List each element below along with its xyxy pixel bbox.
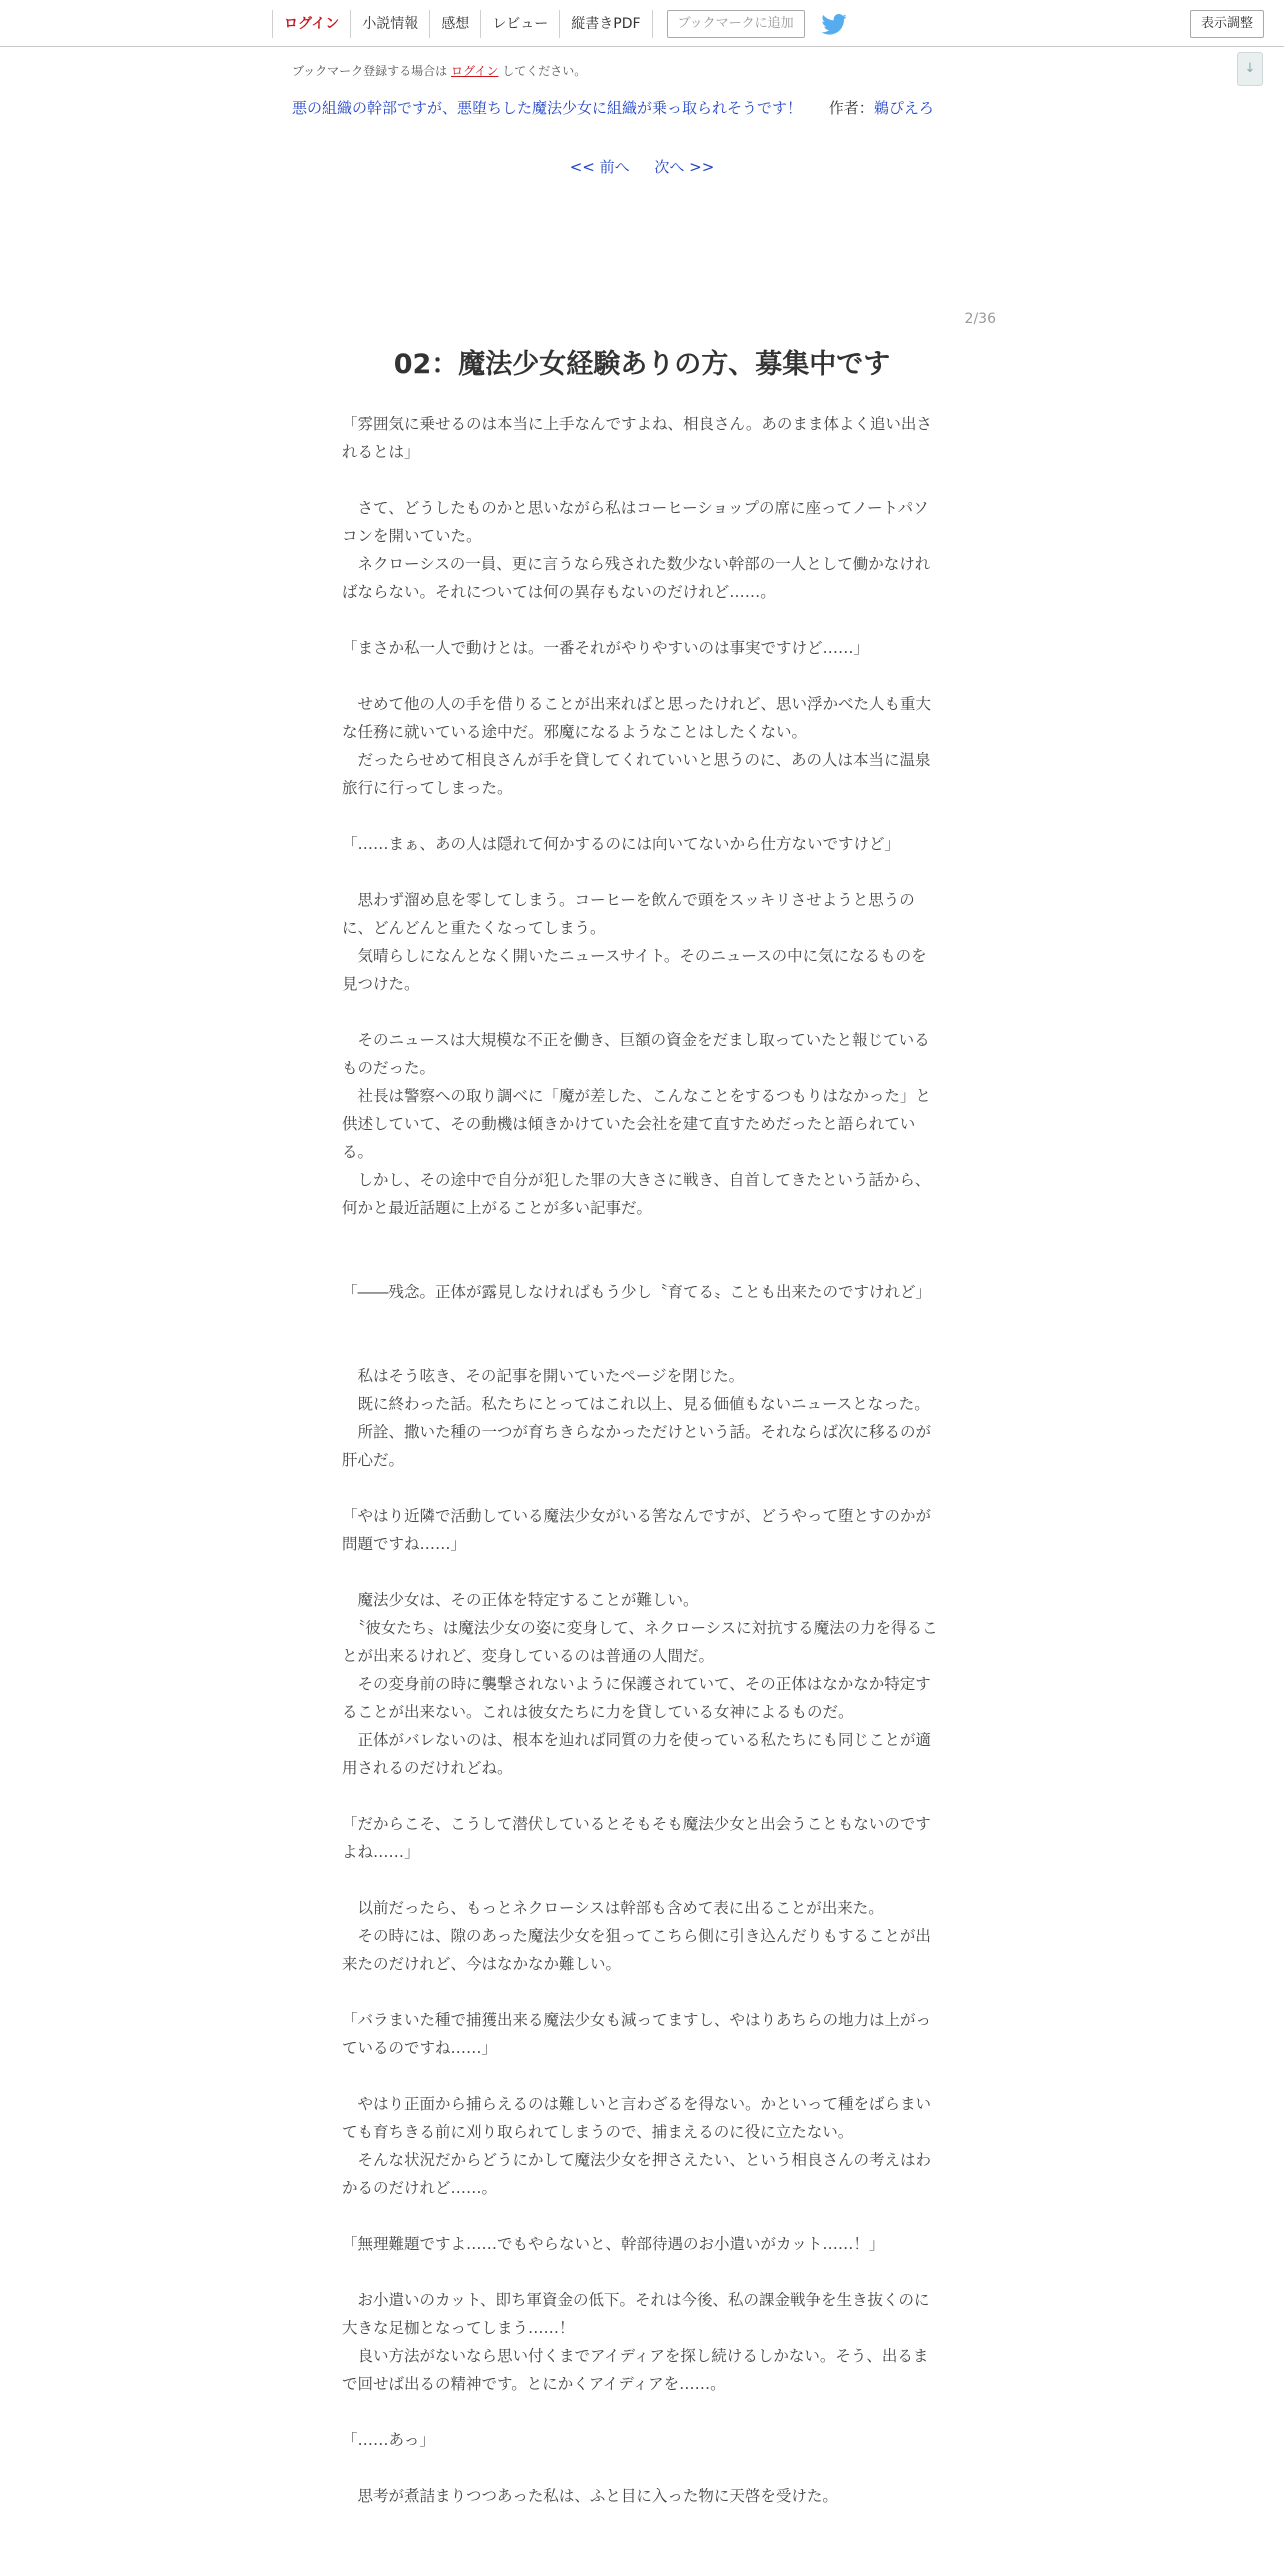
- body-paragraph: その変身前の時に襲撃されないように保護されていて、その正体はなかなか特定することが出来ない。これは彼女たちに力を貸している女神によるものだ。: [342, 1675, 931, 1721]
- body-paragraph: [342, 1558, 938, 1586]
- body-paragraph: 所詮、撒いた種の一つが育ちきらなかっただけという話。それならば次に移るのが肝心だ。: [342, 1423, 932, 1469]
- body-paragraph: 正体がバレないのは、根本を辿れば同質の力を使っている私たちにも同じことが適用されるのだけれどね。: [342, 1731, 932, 1777]
- body-paragraph: [342, 1250, 938, 1278]
- body-paragraph: 魔法少女は、その正体を特定することが難しい。: [342, 1591, 699, 1609]
- body-paragraph: 以前だったら、もっとネクローシスは幹部も含めて表に出ることが出来た。: [342, 1899, 884, 1917]
- top-nav-bar: [0, 0, 1284, 47]
- bookmark-note-prefix: ブックマーク登録する場合は: [292, 64, 448, 78]
- body-paragraph: 〝彼女たち〟は魔法少女の姿に変身して、ネクローシスに対抗する魔法の力を得ることが出来るけれど、変身しているのは普通の人間だ。: [342, 1619, 938, 1665]
- body-paragraph: [342, 2258, 938, 2286]
- body-paragraph: お小遣いのカット、即ち軍資金の低下。それは今後、私の課金戦争を生き抜くのに大きな足枷となってしまう……！: [342, 2291, 930, 2337]
- body-paragraph: [342, 1222, 938, 1250]
- bookmark-note-suffix: してください。: [502, 64, 587, 78]
- scroll-down-button[interactable]: [1237, 52, 1263, 86]
- chapter-pager: [0, 156, 1284, 177]
- series-header: [292, 97, 934, 118]
- body-paragraph: そんな状況だからどうにかして魔法少女を押さえたい、という相良さんの考えはわかるのだけれど……。: [342, 2151, 932, 2197]
- add-bookmark-button[interactable]: ブックマークに追加: [667, 10, 805, 38]
- body-paragraph: [342, 466, 938, 494]
- body-paragraph: ネクローシスの一員、更に言うなら残された数少ない幹部の一人として働かなければならない。それについては何の異存もないのだけれど……。: [342, 555, 931, 601]
- body-paragraph: 「まさか私一人で動けとは。一番それがやりやすいのは事実ですけど……」: [342, 639, 870, 657]
- body-paragraph: やはり正面から捕らえるのは難しいと言わざるを得ない。かといって種をばらまいても育ちきる前に刈り取られてしまうので、捕まえるのに役に立たない。: [342, 2095, 932, 2141]
- review-link[interactable]: レビュー: [480, 10, 559, 38]
- body-paragraph: [342, 662, 938, 690]
- down-arrow-icon: ↓: [1244, 61, 1256, 76]
- body-paragraph: 私はそう呟き、その記事を開いていたページを閉じた。: [342, 1367, 745, 1385]
- body-paragraph: [342, 1306, 938, 1334]
- author-label: 作者：: [828, 99, 874, 117]
- body-paragraph: [342, 606, 938, 634]
- body-paragraph: [342, 1334, 938, 1362]
- body-paragraph: 思わず溜め息を零してしまう。コーヒーを飲んで頭をスッキリさせようと思うのに、どんどんと重たくなってしまう。: [342, 891, 915, 937]
- body-paragraph: 「……あっ」: [342, 2431, 435, 2449]
- next-chapter-link[interactable]: 次へ >>: [654, 158, 715, 176]
- vertical-pdf-link[interactable]: 縦書きPDF: [559, 10, 652, 38]
- twitter-bird-icon[interactable]: [821, 13, 847, 35]
- body-paragraph: [342, 2062, 938, 2090]
- main-nav: [272, 10, 847, 38]
- body-paragraph: [342, 998, 938, 1026]
- prev-chapter-link[interactable]: << 前へ: [569, 158, 630, 176]
- body-paragraph: 社長は警察への取り調べに「魔が差した、こんなことをするつもりはなかった」と供述していて、その動機は傾きかけていた会社を建て直すためだったと語られている。: [342, 1087, 931, 1161]
- body-paragraph: 「雰囲気に乗せるのは本当に上手なんですよね、相良さん。あのまま体よく追い出されるとは」: [342, 415, 932, 461]
- display-settings-button[interactable]: 表示調整: [1190, 10, 1264, 38]
- body-paragraph: その時には、隙のあった魔法少女を狙ってこちら側に引き込んだりもすることが出来たのだけれど、今はなかなか難しい。: [342, 1927, 931, 1973]
- body-paragraph: 既に終わった話。私たちにとってはこれ以上、見る価値もないニュースとなった。: [342, 1395, 930, 1413]
- body-paragraph: そのニュースは大規模な不正を働き、巨額の資金をだまし取っていたと報じているものだった。: [342, 1031, 930, 1077]
- novel-body: [342, 410, 938, 2510]
- page-number: 2/36: [964, 311, 996, 327]
- impressions-link[interactable]: 感想: [429, 10, 480, 38]
- chapter-title: 02：魔法少女経験ありの方、募集中です: [393, 349, 891, 380]
- body-paragraph: [342, 2202, 938, 2230]
- author-link[interactable]: 鵜ぴえろ: [873, 99, 934, 117]
- body-paragraph: 「……まぁ、あの人は隠れて何かするのには向いてないから仕方ないですけど」: [342, 835, 901, 853]
- body-paragraph: だったらせめて相良さんが手を貸してくれていいと思うのに、あの人は本当に温泉旅行に行ってしまった。: [342, 751, 931, 797]
- body-paragraph: せめて他の人の手を借りることが出来ればと思ったけれど、思い浮かべた人も重大な任務に就いている途中だ。邪魔になるようなことはしたくない。: [342, 695, 932, 741]
- body-paragraph: [342, 2398, 938, 2426]
- body-paragraph: [342, 1978, 938, 2006]
- body-paragraph: 良い方法がないなら思い付くまでアイディアを探し続けるしかない。そう、出るまで回せば出るの精神です。とにかくアイディアを……。: [342, 2347, 929, 2393]
- novel-info-link[interactable]: 小説情報: [350, 10, 429, 38]
- body-paragraph: 「やはり近隣で活動している魔法少女がいる筈なんですが、どうやって堕とすのかが問題ですね……」: [342, 1507, 932, 1553]
- body-paragraph: さて、どうしたものかと思いながら私はコーヒーショップの席に座ってノートパソコンを開いていた。: [342, 499, 929, 545]
- body-paragraph: しかし、その途中で自分が犯した罪の大きさに戦き、自首してきたという話から、何かと最近話題に上がることが多い記事だ。: [342, 1171, 931, 1217]
- bookmark-note-login-link[interactable]: ログイン: [451, 64, 499, 78]
- body-paragraph: 「無理難題ですよ……でもやらないと、幹部待遇のお小遣いがカット……！」: [342, 2235, 885, 2253]
- bookmark-login-note: [292, 62, 586, 79]
- body-paragraph: [342, 1474, 938, 1502]
- login-link[interactable]: ログイン: [272, 10, 350, 38]
- body-paragraph: 「バラまいた種で捕獲出来る魔法少女も減ってますし、やはりあちらの地力は上がっているのですね……」: [342, 2011, 932, 2057]
- body-paragraph: [342, 2454, 938, 2482]
- body-paragraph: [342, 858, 938, 886]
- body-paragraph: [342, 1866, 938, 1894]
- body-paragraph: 思考が煮詰まりつつあった私は、ふと目に入った物に天啓を受けた。: [342, 2487, 838, 2505]
- body-paragraph: [342, 802, 938, 830]
- series-title-link[interactable]: 悪の組織の幹部ですが、悪堕ちした魔法少女に組織が乗っ取られそうです！: [292, 99, 803, 117]
- body-paragraph: 気晴らしになんとなく開いたニュースサイト。そのニュースの中に気になるものを見つけた。: [342, 947, 927, 993]
- body-paragraph: [342, 1782, 938, 1810]
- body-paragraph: 「――残念。正体が露見しなければもう少し〝育てる〟ことも出来たのですけれど」: [342, 1283, 932, 1301]
- body-paragraph: 「だからこそ、こうして潜伏しているとそもそも魔法少女と出会うこともないのですよね……」: [342, 1815, 931, 1861]
